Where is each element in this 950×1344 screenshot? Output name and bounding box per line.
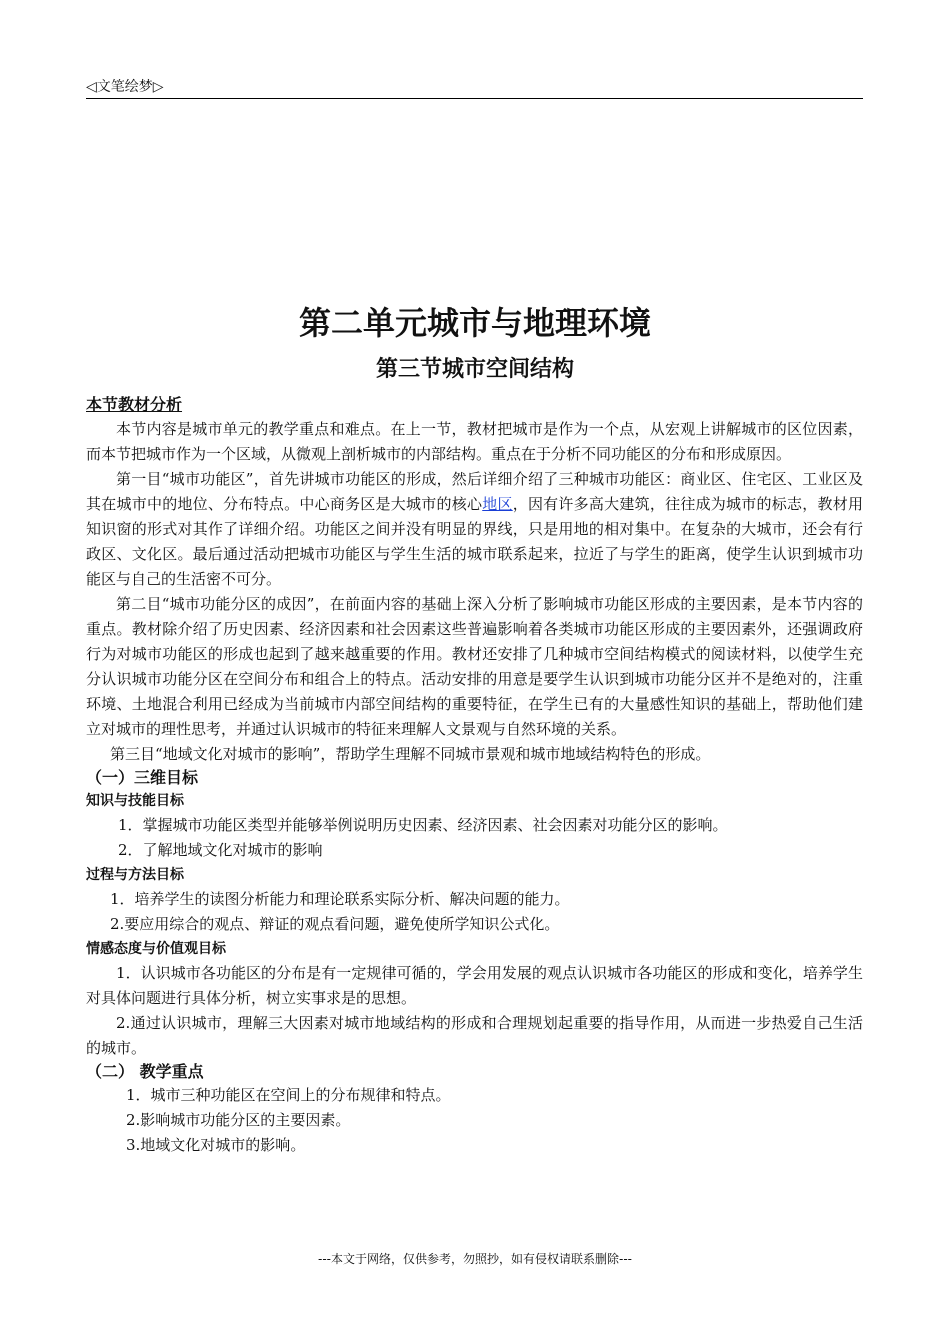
keypoints-heading: （二） 教学重点 [86, 1062, 204, 1081]
document-title: 第二单元城市与地理环境 [298, 304, 651, 342]
document-subtitle: 第三节城市空间结构 [375, 357, 574, 382]
analysis-heading: 本节教材分析 [86, 395, 183, 414]
region-link[interactable]: 地区 [482, 495, 513, 513]
header-text: ◁文笔绘梦▷ [86, 79, 164, 95]
analysis-paragraph-1: 本节内容是城市单元的教学重点和难点。在上一节，教材把城市是作为一个点，从宏观上讲解城市的区位因素，而本节把城市作为一个区域，从微观上剖析城市的内部结构。重点在于分析不同功能区的分布和形成原因。 [86, 420, 863, 463]
knowledge-item: 1．掌握城市功能区类型并能够举例说明历史因素、经济因素、社会因素对功能分区的影响。 [118, 816, 728, 834]
keypoint-item: 1．城市三种功能区在空间上的分布规律和特点。 [126, 1086, 451, 1104]
process-item: 2.要应用综合的观点、辩证的观点看问题，避免使所学知识公式化。 [110, 915, 560, 933]
analysis-paragraph-4: 第三目“地域文化对城市的影响”，帮助学生理解不同城市景观和城市地域结构特色的形成。 [110, 745, 711, 763]
page-header [86, 72, 863, 99]
attitude-item: 1．认识城市各功能区的分布是有一定规律可循的，学会用发展的观点认识城市各功能区的形成和变化，培养学生对具体问题进行具体分析，树立实事求是的思想。 [86, 964, 863, 1007]
knowledge-item: 2．了解地域文化对城市的影响 [118, 841, 323, 859]
goals-heading: （一）三维目标 [86, 768, 199, 787]
keypoint-item: 2.影响城市功能分区的主要因素。 [126, 1111, 351, 1129]
paragraph-2-text-a: 第一目“城市功能区”，首先讲城市功能区的形成，然后详细介绍了三种城市功能区：商业区、住宅区、工业区及其在城市中的地位、分布特点。中心商务区是大城市的核心 [86, 470, 863, 513]
page-footer: ---本文于网络，仅供参考，勿照抄，如有侵权请联系删除--- [318, 1252, 632, 1266]
analysis-paragraph-2 [86, 467, 863, 592]
attitude-item: 2.通过认识城市，理解三大因素对城市地域结构的形成和合理规划起重要的指导作用，从而进一步热爱自己生活的城市。 [86, 1014, 863, 1057]
process-item: 1．培养学生的读图分析能力和理论联系实际分析、解决问题的能力。 [110, 890, 570, 908]
document-body [86, 392, 863, 1158]
knowledge-heading: 知识与技能目标 [86, 793, 184, 809]
process-heading: 过程与方法目标 [86, 867, 184, 883]
keypoint-item: 3.地域文化对城市的影响。 [126, 1136, 306, 1154]
analysis-paragraph-3: 第二目“城市功能分区的成因”，在前面内容的基础上深入分析了影响城市功能区形成的主要因素，是本节内容的重点。教材除介绍了历史因素、经济因素和社会因素这些普遍影响着各类城市功能区形成的主要因素外，还强调政府行为对城市功能区的形成也起到了越来越重要的作用。教材还安排了几种城市空间结构模式的阅读材料，以使学生充分认识城市功能分区在空间分布和组合上的特点。活动安排的用意是要学生认识到城市功能分区并不是绝对的，注重环境、土地混合利用已经成为当前城市内部空间结构的重要特征，在学生已有的大量感性知识的基础上，帮助他们建立对城市的理性思考，并通过认识城市的特征来理解人文景观与自然环境的关系。 [86, 595, 863, 738]
paragraph-2-text-b: ，因有许多高大建筑，往往成为城市的标志，教材用知识窗的形式对其作了详细介绍。功能区之间并没有明显的界线，只是用地的相对集中。在复杂的大城市，还会有行政区、文化区。最后通过活动把城市功能区与学生生活的城市联系起来，拉近了与学生的距离，使学生认识到城市功能区与自己的生活密不可分。 [86, 495, 863, 588]
attitude-heading: 情感态度与价值观目标 [86, 941, 226, 957]
